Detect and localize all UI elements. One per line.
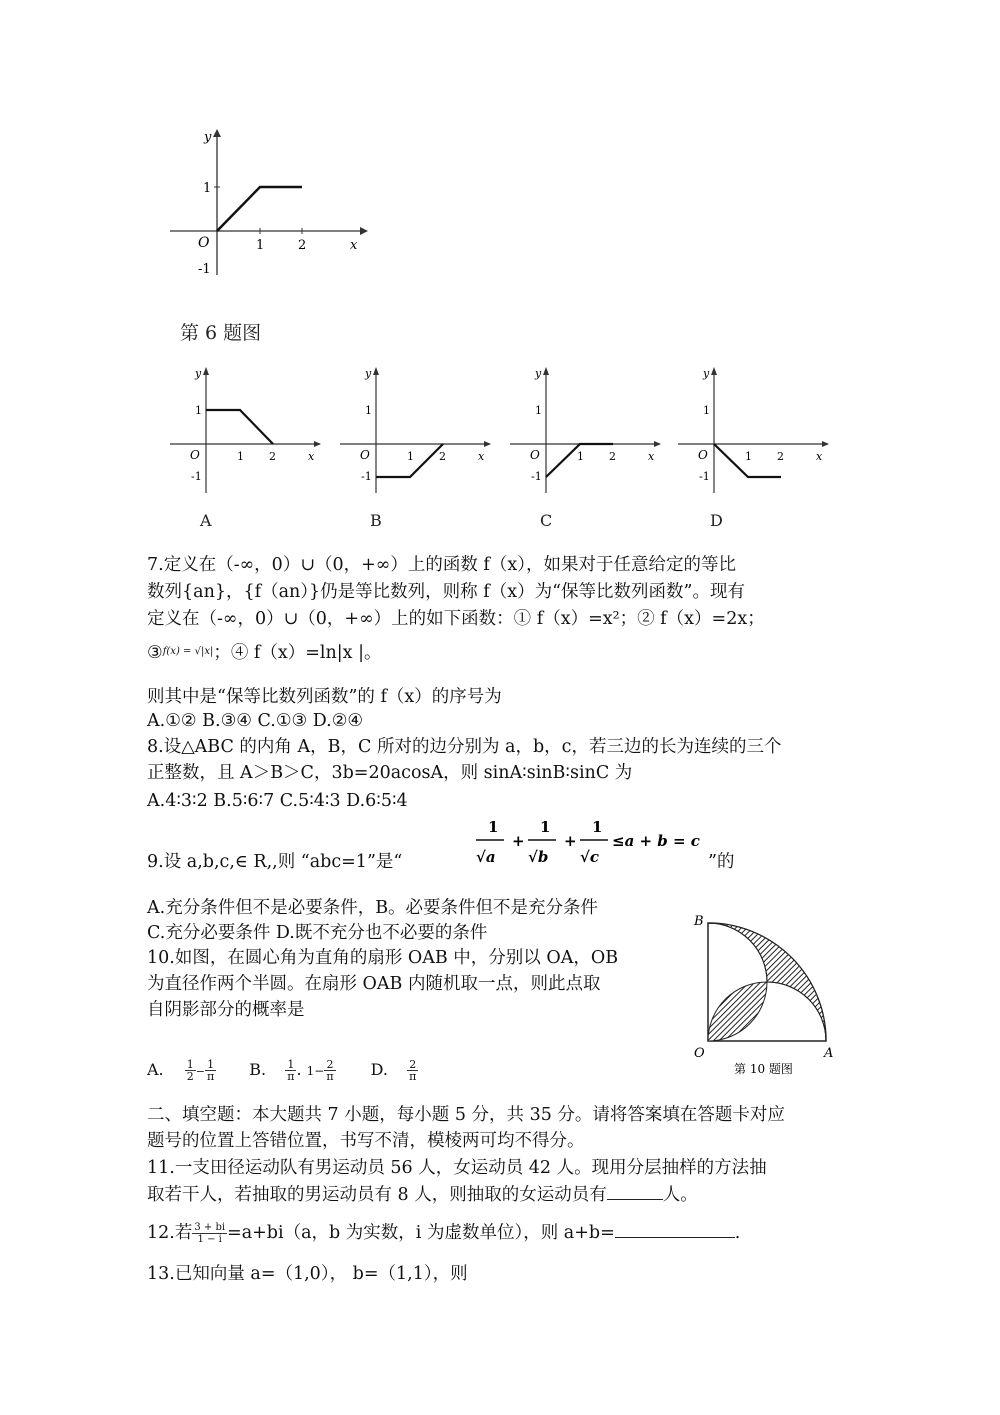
- tick-label-neg1: -1: [198, 262, 211, 277]
- figure-10-caption: 第 10 题图: [734, 1062, 793, 1076]
- q8-line-1: 8.设△ABC 的内角 A，B，C 所对的边分别为 a，b，c，若三边的长为连续的三个: [147, 737, 782, 757]
- q13-line: 13.已知向量 a=（1,0）， b=（1,1），则: [147, 1264, 468, 1284]
- origin-label: O: [198, 235, 210, 251]
- svg-text:-1: -1: [191, 470, 202, 483]
- figure-6-graph: [160, 125, 370, 285]
- point-a-label: A: [824, 1046, 834, 1061]
- q8-options: A.4∶3∶2 B.5∶6∶7 C.5∶4∶3 D.6∶5∶4: [147, 791, 408, 811]
- option-graph-c: [505, 363, 665, 503]
- q9-line-1-pre: 9.设 a,b,c,∈ R,,则 “abc=1”是“: [147, 852, 403, 872]
- point-b-label: B: [694, 914, 704, 929]
- q7-line-3: 定义在（-∞，0）∪（0，+∞）上的如下函数：① f（x）=x²；② f（x）=2x；: [147, 609, 765, 629]
- q8-line-2: 正整数，且 A＞B＞C，3b=20acosA，则 sinA∶sinB∶sinC 为: [147, 763, 633, 783]
- svg-text:√c: √c: [580, 848, 599, 866]
- figure-6-caption: 第 6 题图: [180, 322, 262, 344]
- svg-text:2: 2: [439, 450, 446, 463]
- svg-text:1: 1: [703, 404, 710, 417]
- q7-line-4-rest: ；④ f（x）=ln|x |。: [213, 643, 382, 663]
- q10-line-1: 10.如图，在圆心角为直角的扇形 OAB 中，分别以 OA，OB: [147, 948, 619, 968]
- q10-line-3: 自阴影部分的概率是: [147, 1000, 305, 1020]
- svg-text:1: 1: [488, 818, 499, 836]
- svg-text:x: x: [816, 450, 823, 463]
- q11-line-2: 取若干人，若抽取的男运动员有 8 人，则抽取的女运动员有 人。: [147, 1185, 698, 1205]
- shaded-region-lens: [708, 982, 767, 1041]
- svg-text:y: y: [535, 367, 542, 380]
- q10-options: A. $\frac{1}{2}$ − $\frac{1}{\pi}$ B. $\frac{1}{\pi}$ . 1− $\frac{2}{\pi}$ D. $\frac{2}{\pi}$: [147, 1058, 417, 1083]
- option-graph-b: [335, 363, 495, 503]
- svg-text:O: O: [190, 448, 200, 462]
- svg-text:+: +: [512, 832, 525, 850]
- q7-options: A.①② B.③④ C.①③ D.②④: [147, 711, 364, 731]
- q11-answer-blank[interactable]: [607, 1183, 663, 1200]
- figure-10-sector: [690, 905, 850, 1085]
- svg-text:1: 1: [540, 818, 551, 836]
- option-a-line: [206, 410, 273, 444]
- svg-text:x: x: [308, 450, 315, 463]
- svg-text:-1: -1: [361, 470, 372, 483]
- svg-text:-1: -1: [699, 470, 710, 483]
- q9-line-1-post: ”的: [708, 852, 735, 872]
- tick-label-x1: 1: [256, 238, 265, 253]
- q10-line-2: 为直径作两个半圆。在扇形 OAB 内随机取一点，则此点取: [147, 974, 601, 994]
- svg-text:-1: -1: [531, 470, 542, 483]
- option-label-b: B: [370, 511, 382, 530]
- option-label-d: D: [710, 511, 723, 530]
- svg-text:O: O: [698, 448, 708, 462]
- y-label: y: [204, 130, 212, 145]
- q7-line-4: [147, 641, 382, 664]
- q9-line-3: C.充分必要条件 D.既不充分也不必要的条件: [147, 923, 488, 943]
- option-graph-d: [673, 363, 833, 503]
- svg-text:√a: √a: [476, 848, 496, 866]
- svg-text:y: y: [195, 367, 202, 380]
- svg-text:x: x: [648, 450, 655, 463]
- svg-text:2: 2: [609, 450, 616, 463]
- svg-text:1: 1: [535, 404, 542, 417]
- section-2-line-1: 二、填空题：本大题共 7 小题，每小题 5 分，共 35 分。请将答案填在答题卡对应: [147, 1105, 785, 1125]
- option-label-a: A: [200, 511, 212, 530]
- svg-text:1: 1: [237, 450, 244, 463]
- svg-text:O: O: [360, 448, 370, 462]
- svg-text:1: 1: [195, 404, 202, 417]
- section-2-line-2: 题号的位置上答错位置，书写不清，模棱两可均不得分。: [147, 1131, 585, 1151]
- svg-text:≤a + b = c: ≤a + b = c: [612, 832, 700, 850]
- q12-answer-blank[interactable]: [615, 1221, 735, 1238]
- svg-text:y: y: [365, 367, 372, 380]
- tick-label-1: 1: [203, 181, 212, 196]
- svg-text:2: 2: [269, 450, 276, 463]
- q7-line-5: 则其中是“保等比数列函数”的 f（x）的序号为: [147, 687, 502, 707]
- q9-line-2: A.充分条件但不是必要条件，B。必要条件但不是充分条件: [147, 898, 599, 918]
- q9-formula: [470, 812, 710, 872]
- q7-formula-sqrt: f(x) = √|x|: [162, 646, 214, 657]
- svg-text:2: 2: [777, 450, 784, 463]
- svg-text:√b: √b: [528, 848, 549, 866]
- svg-text:1: 1: [592, 818, 603, 836]
- q7-circle-3: ③: [147, 643, 163, 663]
- function-graph: [217, 187, 302, 231]
- svg-text:1: 1: [577, 450, 584, 463]
- svg-text:+: +: [564, 832, 577, 850]
- q11-line-1: 11.一支田径运动队有男运动员 56 人，女运动员 42 人。现用分层抽样的方法抽: [147, 1158, 767, 1178]
- q12-line: 12.若 $\frac{3 + bi}{1 - i}$ =a+bi（a，b 为实数，i 为虚数单位），则 a+b= .: [147, 1222, 741, 1245]
- option-label-c: C: [540, 511, 553, 530]
- q7-line-1: 7.定义在（-∞，0）∪（0，+∞）上的函数 f（x），如果对于任意给定的等比: [147, 555, 737, 575]
- svg-text:1: 1: [365, 404, 372, 417]
- q7-line-2: 数列{an}，{f（an）}仍是等比数列，则称 f（x）为“保等比数列函数”。现有: [147, 582, 745, 602]
- svg-text:1: 1: [407, 450, 414, 463]
- svg-text:y: y: [703, 367, 710, 380]
- x-label: x: [350, 238, 358, 253]
- point-o-label: O: [694, 1046, 705, 1061]
- tick-label-x2: 2: [298, 238, 307, 253]
- svg-text:1: 1: [745, 450, 752, 463]
- svg-text:x: x: [478, 450, 485, 463]
- svg-text:O: O: [530, 448, 540, 462]
- option-graph-a: [165, 363, 325, 503]
